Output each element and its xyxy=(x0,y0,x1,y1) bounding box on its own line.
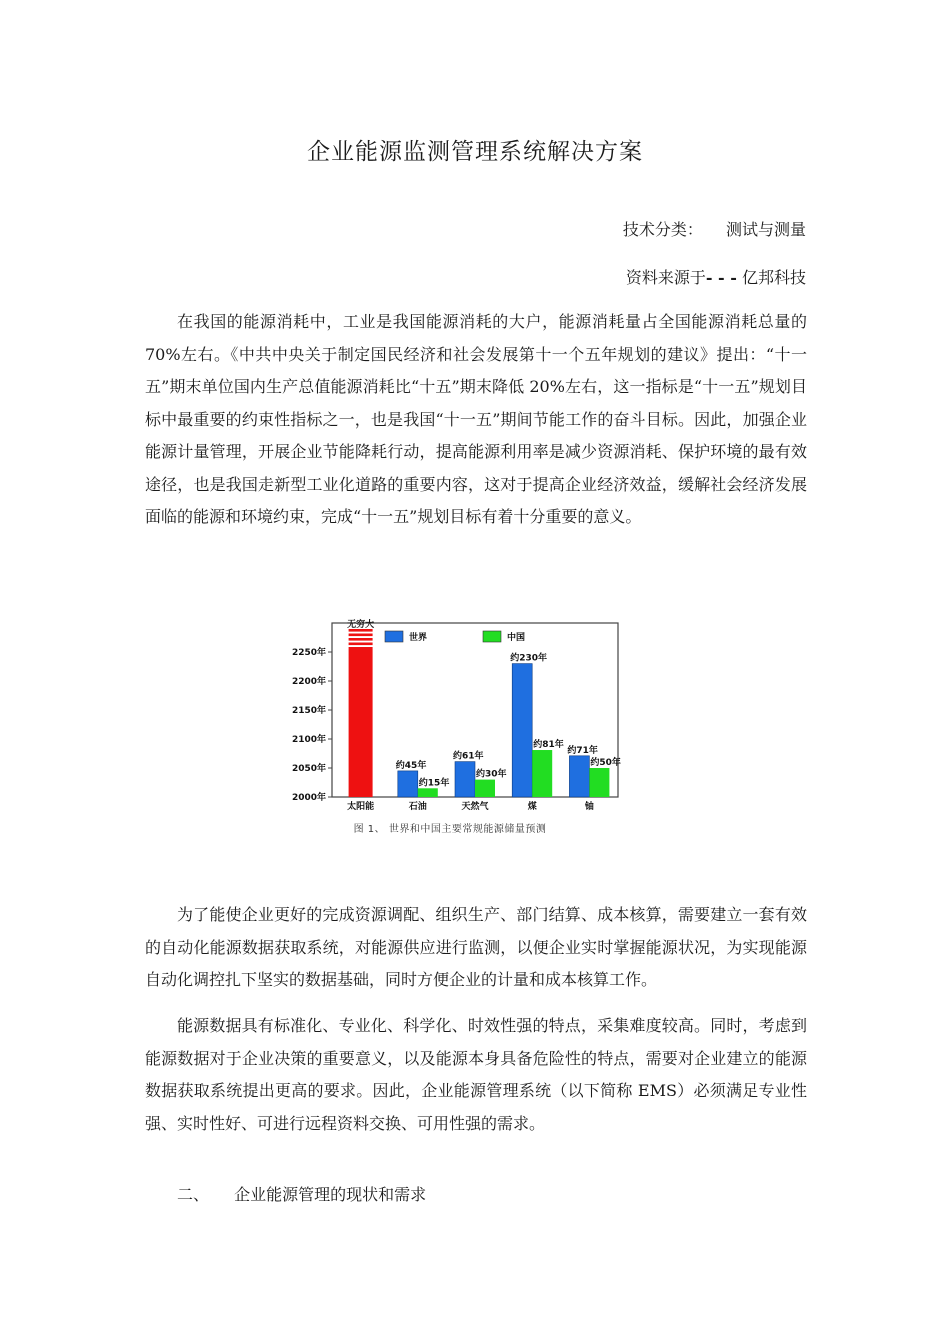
paragraph-intro: 在我国的能源消耗中，工业是我国能源消耗的大户，能源消耗量占全国能源消耗总量的70%左右。《中共中央关于制定国民经济和社会发展第十一个五年规划的建议》提出：“十一五”期末单位国内生产总值能源消耗比“十五”期末降低 20%左右，这一指标是“十一五”规划目标中最重要的约束性指标之一，也是我国“十一五”期间节能工作的奋斗目标。因此，加强企业能源计量管理，开展企业节能降耗行动，提高能源利用率是减少资源消耗、保护环境的最有效途径，也是我国走新型工业化道路的重要内容，这对于提高企业经济效益，缓解社会经济发展面临的能源和环境约束，完成“十一五”规划目标有着十分重要的意义。 xyxy=(145,312,807,526)
y-tick-label: 2100年 xyxy=(291,735,326,745)
bar-solar-stripe xyxy=(349,634,373,637)
legend-label-china: 中国 xyxy=(507,633,526,643)
bar-world xyxy=(569,756,589,797)
bar-solar-stripe xyxy=(349,643,373,646)
energy-reserve-figure xyxy=(270,615,630,845)
document-title: 企业能源监测管理系统解决方案 xyxy=(307,139,643,165)
label-solar-infinite: 无穷大 xyxy=(347,620,375,630)
section-title: 企业能源管理的现状和需求 xyxy=(234,1185,427,1204)
y-tick-label: 2050年 xyxy=(291,764,326,774)
x-tick-label: 铀 xyxy=(584,802,594,812)
bar-world xyxy=(398,771,418,797)
x-tick-label: 太阳能 xyxy=(347,802,375,812)
source-dash: - - - xyxy=(705,268,737,287)
category-value: 测试与测量 xyxy=(725,220,806,239)
source-label: 资料来源于 xyxy=(625,268,706,287)
bar-china xyxy=(532,750,552,797)
source-line xyxy=(626,265,806,288)
paragraph-system-need: 为了能使企业更好的完成资源调配、组织生产、部门结算、成本核算，需要建立一套有效的自动化能源数据获取系统，对能源供应进行监测，以便企业实时掌握能源状况，为实现能源自动化调控扎下坚实的数据基础，同时方便企业的计量和成本核算工作。 xyxy=(145,905,807,989)
legend-swatch-world xyxy=(385,631,403,642)
section-number: 二、 xyxy=(177,1185,210,1204)
data-label-world: 约230年 xyxy=(510,653,547,664)
legend-swatch-china xyxy=(483,631,501,642)
bar-solar-stripe xyxy=(349,638,373,641)
bar-world xyxy=(512,664,532,797)
category-line xyxy=(623,217,806,240)
energy-reserve-chart xyxy=(270,615,630,815)
legend-label-world: 世界 xyxy=(409,633,428,643)
x-tick-label: 天然气 xyxy=(461,802,489,812)
data-label-china: 约50年 xyxy=(590,758,621,768)
bar-china xyxy=(589,768,609,797)
y-tick-label: 2250年 xyxy=(291,648,326,658)
data-label-world: 约61年 xyxy=(453,751,484,762)
data-label-china: 约15年 xyxy=(418,778,450,789)
data-label-china: 约81年 xyxy=(533,740,564,751)
bar-china xyxy=(475,780,495,797)
bar-china xyxy=(418,788,438,797)
figure-caption: 图 1、 世界和中国主要常规能源储量预测 xyxy=(353,824,547,835)
paragraph-data-features: 能源数据具有标准化、专业化、科学化、时效性强的特点，采集难度较高。同时，考虑到能源数据对于企业决策的重要意义，以及能源本身具备危险性的特点，需要对企业建立的能源数据获取系统提出更高的要求。因此，企业能源管理系统（以下简称 EMS）必须满足专业性强、实时性好、可进行远程资料交换、可用性强的需求。 xyxy=(145,1016,807,1133)
bar-solar-infinite xyxy=(349,647,373,797)
x-tick-label: 煤 xyxy=(527,802,537,812)
category-label: 技术分类： xyxy=(622,220,703,239)
data-label-china: 约30年 xyxy=(476,769,507,780)
y-tick-label: 2150年 xyxy=(291,706,326,716)
source-value: 亿邦科技 xyxy=(741,268,806,287)
data-label-world: 约71年 xyxy=(567,745,598,756)
bar-world xyxy=(455,762,475,797)
y-tick-label: 2000年 xyxy=(291,793,326,803)
y-tick-label: 2200年 xyxy=(291,677,326,687)
data-label-world: 约45年 xyxy=(395,760,427,771)
x-tick-label: 石油 xyxy=(408,802,427,812)
section-heading xyxy=(177,1182,426,1205)
